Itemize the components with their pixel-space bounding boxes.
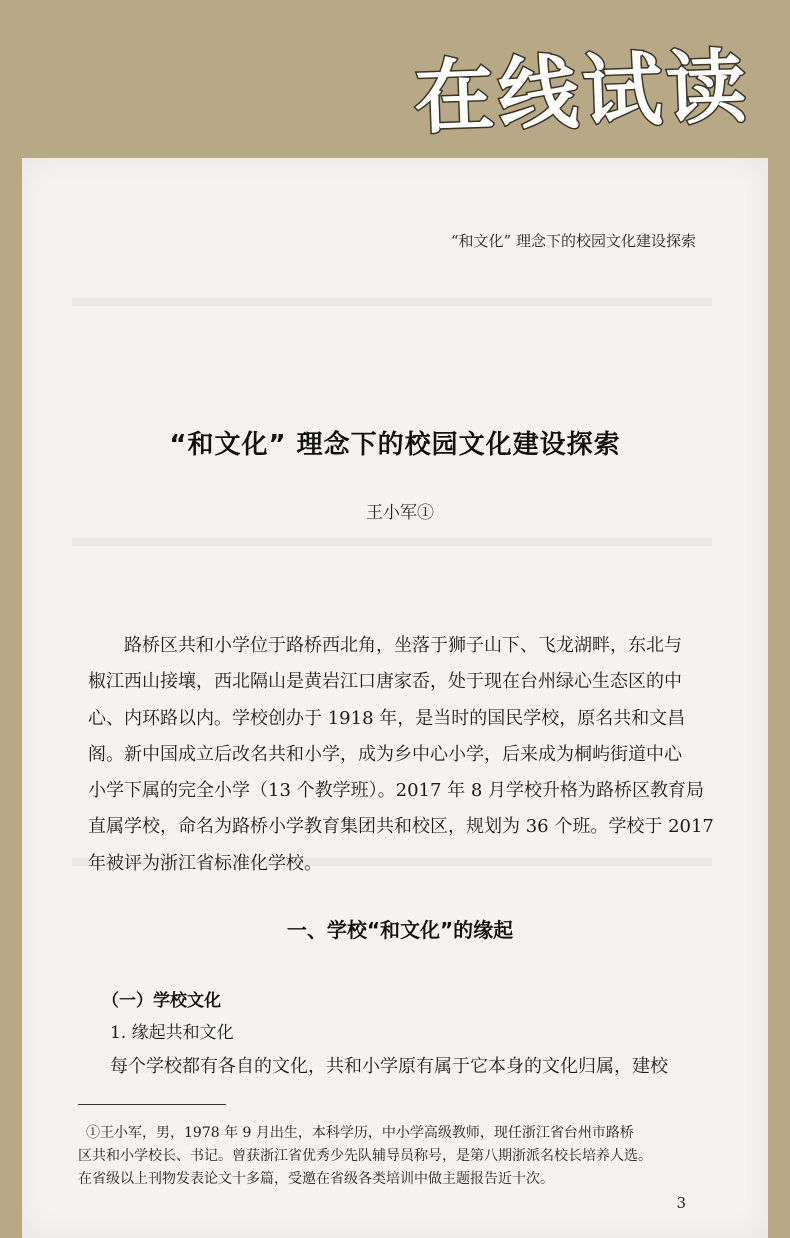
banner-title: 在线试读 [412, 40, 752, 145]
footnote-line: 在省级以上刊物发表论文十多篇，受邀在省级各类培训中做主题报告近十次。 [78, 1171, 554, 1187]
footnote-line: ①王小军，男，1978 年 9 月出生，本科学历，中小学高级教师，现任浙江省台州市路桥 [86, 1125, 634, 1141]
show-through [72, 298, 712, 306]
sub-subheading: 1. 缘起共和文化 [110, 1023, 234, 1043]
subheading: （一）学校文化 [102, 991, 221, 1011]
show-through [72, 538, 712, 546]
footnote-divider [78, 1104, 226, 1105]
page-number: 3 [676, 1194, 686, 1212]
footnote-line: 区共和小学校长、书记。曾获浙江省优秀少先队辅导员称号，是第八期浙派名校长培养人选。 [78, 1148, 652, 1164]
footnote [78, 1122, 712, 1191]
paragraph-line: 路桥区共和小学位于路桥西北角，坐落于狮子山下、飞龙湖畔，东北与 [124, 635, 682, 656]
paragraph-line: 椒江西山接壤，西北隔山是黄岩江口唐家岙，处于现在台州绿心生态区的中 [88, 671, 682, 693]
paragraph-line: 阁。新中国成立后改名共和小学，成为乡中心小学，后来成为桐屿街道中心 [88, 743, 682, 765]
author-name: 王小军① [366, 503, 434, 523]
paragraph-line: 小学下属的完全小学（13 个教学班）。2017 年 8 月学校升格为路桥区教育局 [88, 780, 705, 802]
banner [0, 0, 790, 150]
book-page [22, 158, 768, 1238]
intro-paragraph [88, 628, 714, 882]
running-head: “和文化” 理念下的校园文化建设探索 [450, 232, 696, 250]
article-title: “和文化” 理念下的校园文化建设探索 [169, 430, 621, 460]
section-heading: 一、学校“和文化”的缘起 [286, 918, 514, 942]
paragraph-line: 直属学校，命名为路桥小学教育集团共和校区，规划为 36 个班。学校于 2017 [88, 816, 714, 838]
paragraph-line: 年被评为浙江省标准化学校。 [88, 852, 322, 874]
paragraph-start: 每个学校都有各自的文化，共和小学原有属于它本身的文化归属，建校 [110, 1056, 668, 1077]
paragraph-line: 心、内环路以内。学校创办于 1918 年，是当时的国民学校，原名共和文昌 [88, 707, 686, 729]
